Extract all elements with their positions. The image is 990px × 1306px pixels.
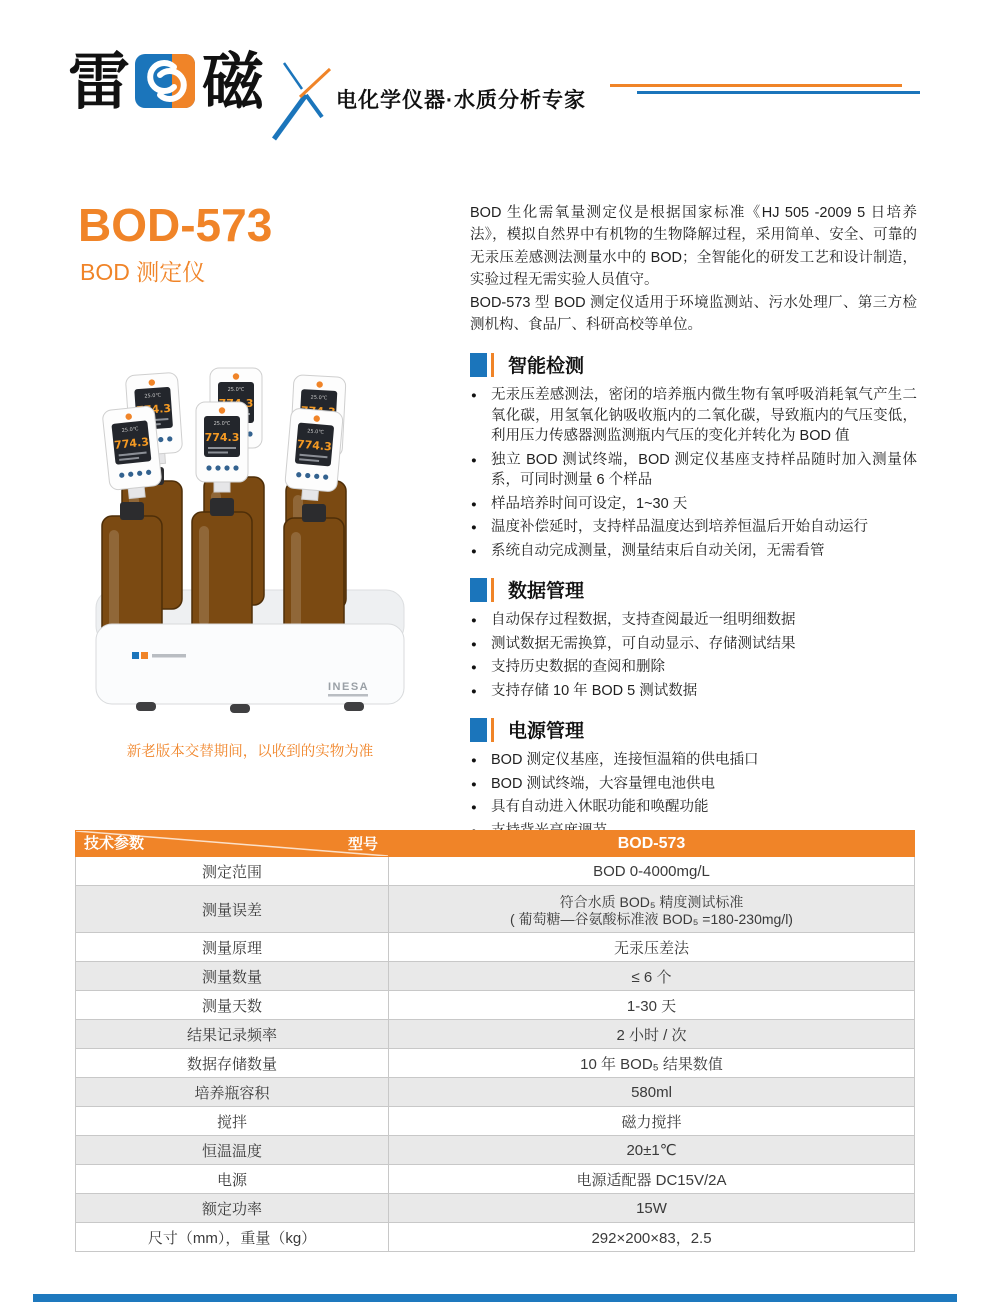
spec-table-header: [76, 831, 915, 857]
value-cell: 电源适配器 DC15V/2A: [389, 1165, 915, 1194]
brand-tagline: 电化学仪器·水质分析专家: [336, 89, 586, 112]
page-title: BOD-573: [78, 199, 273, 251]
table-row: [76, 1223, 915, 1252]
param-cell: 尺寸（mm），重量（kg）: [76, 1223, 389, 1252]
section-marker-orange-icon: [491, 718, 494, 742]
table-row: [76, 933, 915, 962]
x-mark-icon: [272, 55, 334, 152]
param-cell: 测量误差: [76, 886, 389, 933]
value-cell: [389, 886, 915, 933]
product-description: [470, 202, 917, 844]
section-title: 数据管理: [508, 581, 585, 603]
table-row: [76, 1049, 915, 1078]
feature-item: ● 测试数据无需换算，可自动显示、存储测试结果: [470, 634, 917, 655]
feature-item: ● BOD 测定仪基座，连接恒温箱的供电插口: [470, 750, 917, 771]
model-header-cell: BOD-573: [389, 831, 915, 857]
feature-item: ● 具有自动进入休眠功能和唤醒功能: [470, 797, 917, 818]
param-cell: 电源: [76, 1165, 389, 1194]
section-title: 电源管理: [508, 721, 585, 743]
feature-item: ● 无汞压差感测法，密闭的培养瓶内微生物有氧呼吸消耗氧气产生二氧化碳，用氢氧化钠吸收瓶内的二氧化碳，导致瓶内的气压变低，利用压力传感器测监测瓶内气压的变化并转化为 BOD 值: [470, 385, 917, 447]
value-cell: BOD 0-4000mg/L: [389, 857, 915, 886]
table-row: [76, 857, 915, 886]
spec-table: [75, 830, 915, 1252]
table-row: [76, 1078, 915, 1107]
value-cell: 1-30 天: [389, 991, 915, 1020]
section-marker-orange-icon: [491, 353, 494, 377]
section-marker-blue-icon: [470, 353, 487, 377]
table-row: [76, 991, 915, 1020]
table-row: [76, 1107, 915, 1136]
section-data-management: [470, 576, 917, 701]
intro-paragraph-2: BOD-573 型 BOD 测定仪适用于环境监测站、污水处理厂、第三方检测机构、食品厂、科研高校等单位。: [470, 294, 917, 334]
leici-logo-icon: [134, 53, 196, 114]
intro-paragraph-1: BOD 生化需氧量测定仪是根据国家标准《HJ 505 -2009 5 日培养法》，模拟自然界中有机物的生物降解过程，采用简单、安全、可靠的无汞压差感测法测量水中的 BOD；全智能化的研发工艺和设计制造，实验过程无需实验人员值守。: [470, 205, 917, 289]
feature-item: ● 独立 BOD 测试终端，BOD 测定仪基座支持样品随时加入测量体系，可同时测量 6 个样品: [470, 450, 917, 491]
corner-param-label: 技术参数: [84, 835, 145, 852]
feature-item: ● 温度补偿延时，支持样品温度达到培养恒温后开始自动运行: [470, 517, 917, 538]
feature-item: ● 自动保存过程数据，支持查阅最近一组明细数据: [470, 610, 917, 631]
section-title: 智能检测: [508, 356, 585, 378]
table-row: [76, 1194, 915, 1223]
base-brand-label: INESA: [328, 681, 370, 693]
table-row: [76, 962, 915, 991]
header-rule-orange: [610, 84, 902, 87]
value-line-2: ( 葡萄糖—谷氨酸标准液 BOD₅ =180-230mg/l): [510, 910, 793, 927]
product-category: BOD 测定仪: [80, 259, 206, 285]
section-marker-orange-icon: [491, 578, 494, 602]
section-power-management: [470, 716, 917, 841]
feature-item: ● 样品培养时间可设定，1~30 天: [470, 494, 917, 515]
value-cell: 2 小时 / 次: [389, 1020, 915, 1049]
param-cell: 恒温温度: [76, 1136, 389, 1165]
spec-table-corner-cell: [76, 831, 389, 857]
feature-item: ● BOD 测试终端，大容量锂电池供电: [470, 774, 917, 795]
section-smart-detection: [470, 351, 917, 561]
param-cell: 测量天数: [76, 991, 389, 1020]
param-cell: 测量数量: [76, 962, 389, 991]
footer-bar: [33, 1294, 957, 1302]
logo-char-lei: 雷: [68, 48, 129, 117]
table-row: [76, 886, 915, 933]
table-row: [76, 1165, 915, 1194]
value-cell: ≤ 6 个: [389, 962, 915, 991]
feature-item: ● 支持存储 10 年 BOD 5 测试数据: [470, 681, 917, 702]
param-cell: 搅拌: [76, 1107, 389, 1136]
param-cell: 结果记录频率: [76, 1020, 389, 1049]
feature-item: ● 支持历史数据的查阅和删除: [470, 657, 917, 678]
param-cell: 培养瓶容积: [76, 1078, 389, 1107]
feature-item: ● 系统自动完成测量，测量结束后自动关闭，无需看管: [470, 541, 917, 562]
value-cell: 磁力搅拌: [389, 1107, 915, 1136]
corner-model-label: 型号: [347, 836, 378, 853]
product-photo: 25.0℃ 774.3 INESA: [70, 352, 430, 737]
value-cell: 292×200×83，2.5: [389, 1223, 915, 1252]
value-cell: 无汞压差法: [389, 933, 915, 962]
param-cell: 测量原理: [76, 933, 389, 962]
value-cell: 580ml: [389, 1078, 915, 1107]
section-marker-blue-icon: [470, 578, 487, 602]
param-cell: 数据存储数量: [76, 1049, 389, 1078]
value-line-1: 符合水质 BOD₅ 精度测试标准: [559, 893, 744, 910]
image-caption: 新老版本交替期间，以收到的实物为准: [126, 744, 374, 760]
param-cell: 额定功率: [76, 1194, 389, 1223]
header-rule-blue: [637, 91, 920, 94]
table-row: [76, 1136, 915, 1165]
brand-logo: [68, 48, 263, 117]
param-cell: 测定范围: [76, 857, 389, 886]
value-cell: 15W: [389, 1194, 915, 1223]
section-marker-blue-icon: [470, 718, 487, 742]
table-row: [76, 1020, 915, 1049]
value-cell: 20±1℃: [389, 1136, 915, 1165]
logo-char-ci: 磁: [202, 48, 263, 117]
value-cell: 10 年 BOD₅ 结果数值: [389, 1049, 915, 1078]
